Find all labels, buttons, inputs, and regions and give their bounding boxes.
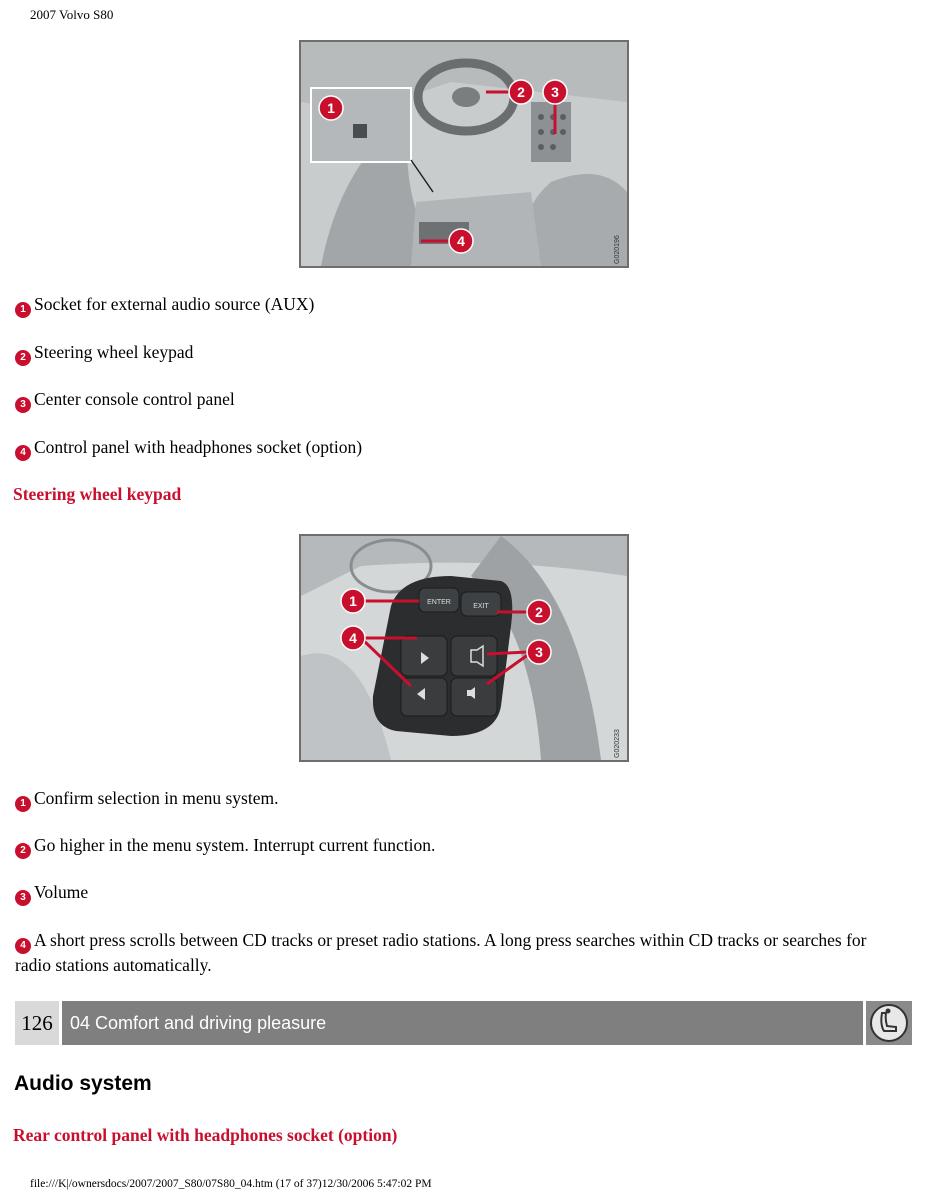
callout-1: 1 [349,593,357,609]
footer-path: file:///K|/ownersdocs/2007/2007_S80/07S80_04.htm (17 of 37)12/30/2006 5:47:02 PM [30,1178,432,1190]
callout-4: 4 [349,630,357,646]
figure-code: G020196 [614,235,621,264]
document-title: 2007 Volvo S80 [30,7,114,22]
callout-4: 4 [457,233,465,249]
exit-button-label: EXIT [473,603,489,610]
number-badge-icon: 4 [15,445,31,461]
steering-keypad-figure [299,534,629,762]
section-title: Audio system [14,1072,152,1095]
number-badge-icon: 3 [15,397,31,413]
page-number: 126 [15,1001,59,1045]
enter-button-label: ENTER [427,599,451,606]
list-item: 1 Confirm selection in menu system. [15,787,905,812]
list-item: 3 Volume [15,881,905,906]
callout-3: 3 [551,84,559,100]
interior-overview-figure [299,40,629,268]
number-badge-icon: 3 [15,890,31,906]
number-badge-icon: 2 [15,843,31,859]
figure-code: G020233 [614,729,621,758]
callout-3: 3 [535,644,543,660]
chapter-title: 04 Comfort and driving pleasure [62,1001,863,1045]
chapter-bar [15,1001,912,1045]
number-badge-icon: 4 [15,938,31,954]
list-item: 4 A short press scrolls between CD tracks or preset radio stations. A long press searches within CD tracks or searches for radio stations automatically. [15,930,867,975]
subheading-steering-wheel-keypad: Steering wheel keypad [13,484,182,504]
callout-1: 1 [327,100,335,116]
number-badge-icon: 1 [15,302,31,318]
number-badge-icon: 1 [15,796,31,812]
number-badge-icon: 2 [15,350,31,366]
callout-2: 2 [535,604,543,620]
list-item: 4 Control panel with headphones socket (option) [15,436,905,461]
subheading-rear-control-panel: Rear control panel with headphones socket (option) [13,1125,398,1145]
list-item: 2 Go higher in the menu system. Interrupt current function. [15,834,905,859]
callout-2: 2 [517,84,525,100]
seat-icon [866,1001,912,1045]
list-item: 2 Steering wheel keypad [15,341,905,366]
list-item: 1 Socket for external audio source (AUX) [15,293,905,318]
list-item: 3 Center console control panel [15,388,905,413]
